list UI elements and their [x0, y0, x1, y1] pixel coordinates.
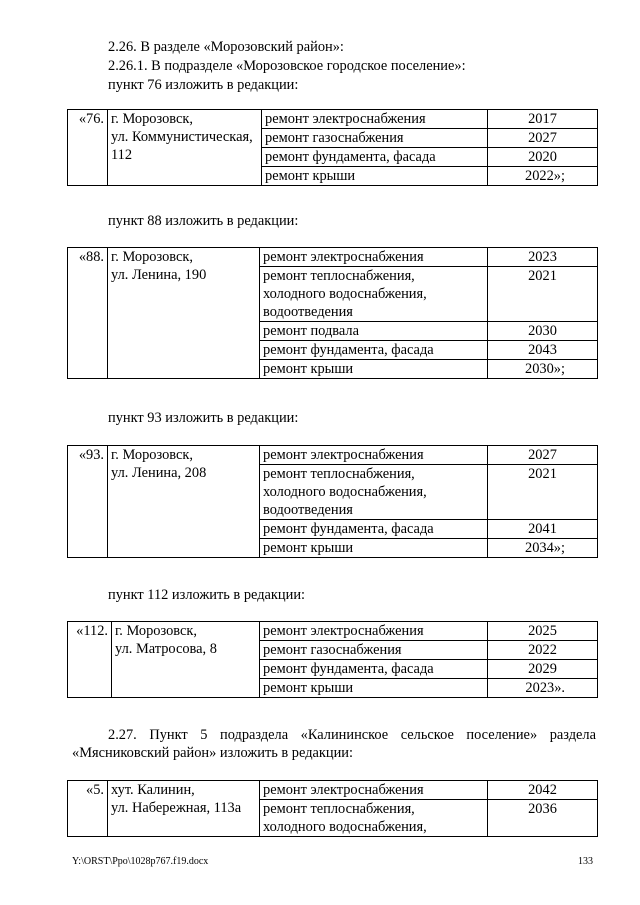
section-heading-2-26: 2.26. В разделе «Морозовский район»: — [108, 39, 344, 55]
table-row — [68, 248, 598, 267]
work-type-cell: ремонт крыши — [260, 679, 488, 698]
work-type-cell: ремонт электроснабжения — [260, 781, 488, 800]
instruction-text: пункт 93 изложить в редакции: — [108, 410, 299, 426]
address-cell: г. Морозовск, ул. Ленина, 190 — [108, 248, 260, 379]
table-item-88 — [67, 247, 598, 379]
year-cell: 2025 — [488, 622, 598, 641]
address-cell: хут. Калинин, ул. Набережная, 113а — [108, 781, 260, 837]
item-number: «93. — [68, 446, 108, 558]
work-type-cell: ремонт фундамента, фасада — [260, 520, 488, 539]
work-type-cell: ремонт крыши — [262, 167, 488, 186]
footer-file-path: Y:\ORST\Ppo\1028p767.f19.docx — [72, 856, 209, 867]
year-cell: 2036 — [488, 800, 598, 837]
year-cell: 2041 — [488, 520, 598, 539]
work-type-cell: ремонт теплоснабжения, холодного водоснабжения, водоотведения — [260, 465, 488, 520]
year-cell: 2030»; — [488, 360, 598, 379]
table-row — [68, 110, 598, 129]
year-cell: 2042 — [488, 781, 598, 800]
year-cell: 2023». — [488, 679, 598, 698]
address-cell: г. Морозовск, ул. Ленина, 208 — [108, 446, 260, 558]
work-type-cell: ремонт крыши — [260, 539, 488, 558]
work-type-cell: ремонт фундамента, фасада — [260, 660, 488, 679]
year-cell: 2029 — [488, 660, 598, 679]
work-type-cell: ремонт газоснабжения — [262, 129, 488, 148]
work-type-cell: ремонт газоснабжения — [260, 641, 488, 660]
table-row — [68, 781, 598, 800]
work-type-cell: ремонт теплоснабжения, холодного водоснабжения, — [260, 800, 488, 837]
subsection-heading-2-26-1: 2.26.1. В подразделе «Морозовское городское поселение»: — [108, 58, 466, 74]
work-type-cell: ремонт электроснабжения — [262, 110, 488, 129]
table-item-76 — [67, 109, 598, 186]
work-type-cell: ремонт фундамента, фасада — [262, 148, 488, 167]
year-cell: 2027 — [488, 129, 598, 148]
section-paragraph-2-27: 2.27. Пункт 5 подраздела «Калининское сельское поселение» раздела «Мясниковский район» изложить в редакции: — [72, 727, 596, 761]
year-cell: 2022»; — [488, 167, 598, 186]
year-cell: 2021 — [488, 267, 598, 322]
table-item-5 — [67, 780, 598, 837]
work-type-cell: ремонт крыши — [260, 360, 488, 379]
year-cell: 2027 — [488, 446, 598, 465]
table-row — [68, 622, 598, 641]
item-number: «5. — [68, 781, 108, 837]
instruction-text: пункт 76 изложить в редакции: — [108, 77, 299, 93]
address-cell: г. Морозовск, ул. Матросова, 8 — [112, 622, 260, 698]
address-cell: г. Морозовск, ул. Коммунистическая, 112 — [108, 110, 262, 186]
instruction-text: пункт 112 изложить в редакции: — [108, 587, 306, 603]
table-item-93 — [67, 445, 598, 558]
item-number: «112. — [68, 622, 112, 698]
work-type-cell: ремонт электроснабжения — [260, 446, 488, 465]
year-cell: 2023 — [488, 248, 598, 267]
instruction-text: пункт 88 изложить в редакции: — [108, 213, 299, 229]
item-number: «76. — [68, 110, 108, 186]
work-type-cell: ремонт электроснабжения — [260, 248, 488, 267]
year-cell: 2034»; — [488, 539, 598, 558]
table-row — [68, 446, 598, 465]
work-type-cell: ремонт теплоснабжения, холодного водоснабжения, водоотведения — [260, 267, 488, 322]
year-cell: 2017 — [488, 110, 598, 129]
table-item-112 — [67, 621, 598, 698]
year-cell: 2022 — [488, 641, 598, 660]
work-type-cell: ремонт электроснабжения — [260, 622, 488, 641]
work-type-cell: ремонт фундамента, фасада — [260, 341, 488, 360]
work-type-cell: ремонт подвала — [260, 322, 488, 341]
item-number: «88. — [68, 248, 108, 379]
year-cell: 2021 — [488, 465, 598, 520]
year-cell: 2030 — [488, 322, 598, 341]
year-cell: 2043 — [488, 341, 598, 360]
year-cell: 2020 — [488, 148, 598, 167]
page-number: 133 — [578, 856, 593, 867]
